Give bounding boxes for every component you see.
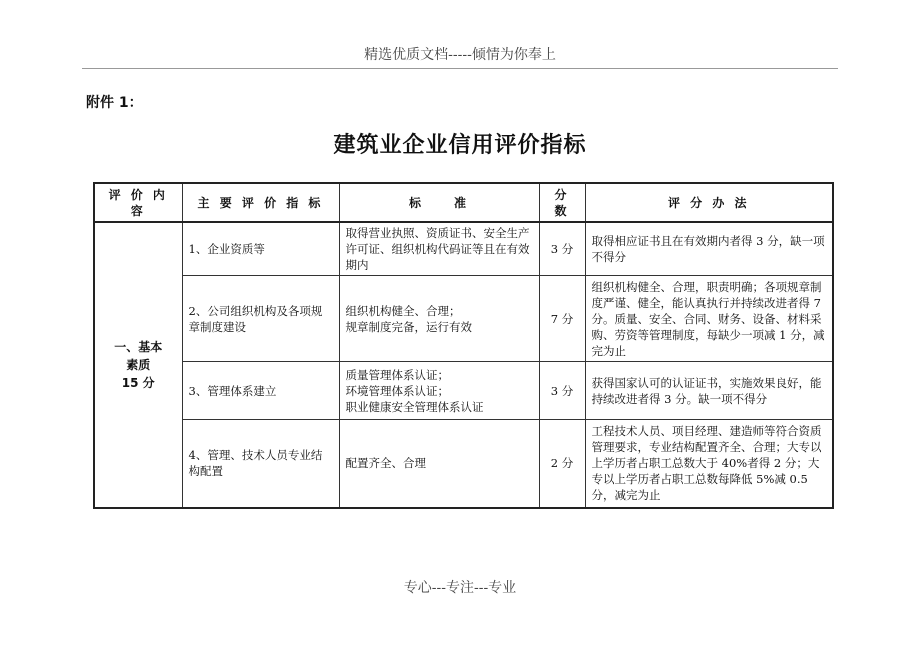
- score-cell: 7 分: [539, 276, 585, 362]
- method-cell: 工程技术人员、项目经理、建造师等符合资质管理要求，专业结构配置齐全、合理；大专以上学历者占职工总数大于 40%者得 2 分；大专以上学历者占职工总数每降低 5%减 0.5 分，减完为止: [585, 420, 833, 508]
- indicator-cell: 1、企业资质等: [182, 222, 339, 276]
- category-line-2: 素质: [126, 357, 151, 372]
- category-line-3: 15 分: [121, 375, 155, 390]
- standard-line: 环境管理体系认证；: [345, 383, 449, 398]
- indicator-cell: 2、公司组织机构及各项规章制度建设: [182, 276, 339, 362]
- column-header-indicator: 主 要 评 价 指 标: [182, 183, 339, 222]
- category-cell: [94, 222, 182, 508]
- standard-cell: 取得营业执照、资质证书、安全生产许可证、组织机构代码证等且在有效期内: [339, 222, 539, 276]
- method-cell: 获得国家认可的认证证书，实施效果良好，能持续改进者得 3 分。缺一项不得分: [585, 362, 833, 420]
- standard-line: 质量管理体系认证；: [345, 367, 449, 382]
- score-cell: 2 分: [539, 420, 585, 508]
- score-cell: 3 分: [539, 362, 585, 420]
- score-cell: 3 分: [539, 222, 585, 276]
- method-cell: 取得相应证书且在有效期内者得 3 分，缺一项不得分: [585, 222, 833, 276]
- page-header: 精选优质文档-----倾情为你奉上: [82, 44, 838, 69]
- table-row: [94, 420, 833, 508]
- category-line-1: 一、基本: [114, 339, 163, 354]
- standard-line: 职业健康安全管理体系认证: [345, 399, 484, 414]
- column-header-method: 评 分 办 法: [585, 183, 833, 222]
- attachment-label: 附件 1：: [86, 95, 143, 111]
- table-row: [94, 276, 833, 362]
- column-header-score: 分 数: [539, 183, 585, 222]
- column-header-content: 评 价 内 容: [94, 183, 182, 222]
- table-header-row: [94, 183, 833, 222]
- standard-line: 组织机构健全、合理；: [345, 303, 461, 318]
- standard-line: 规章制度完备，运行有效: [345, 319, 472, 334]
- table-row: [94, 362, 833, 420]
- document-title: 建筑业企业信用评价指标: [333, 133, 587, 158]
- standard-cell: 配置齐全、合理: [339, 420, 539, 508]
- indicator-cell: 3、管理体系建立: [182, 362, 339, 420]
- standard-cell: [339, 276, 539, 362]
- evaluation-table: [93, 182, 834, 509]
- column-header-standard: 标 准: [339, 183, 539, 222]
- indicator-cell: 4、管理、技术人员专业结构配置: [182, 420, 339, 508]
- standard-cell: [339, 362, 539, 420]
- table-row: [94, 222, 833, 276]
- page-footer: 专心---专注---专业: [403, 580, 517, 596]
- method-cell: 组织机构健全、合理，职责明确；各项规章制度严谨、健全，能认真执行并持续改进者得 7 分。质量、安全、合同、财务、设备、材料采购、劳资等管理制度，每缺少一项减 1 分，减完为止: [585, 276, 833, 362]
